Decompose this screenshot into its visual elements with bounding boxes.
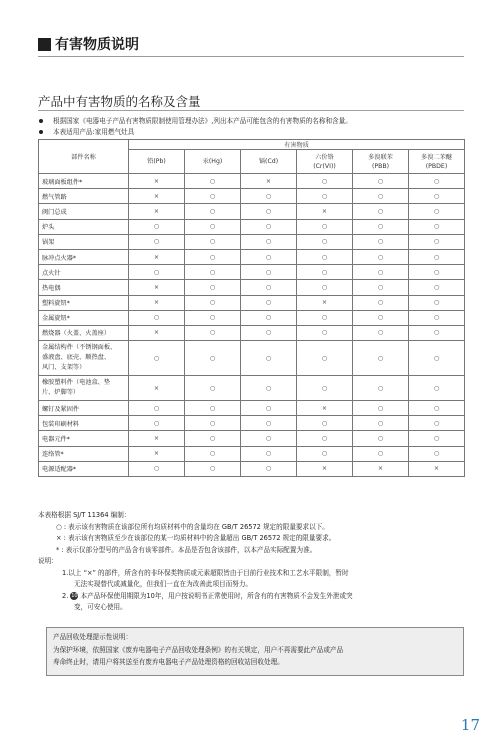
table-row bbox=[39, 174, 465, 189]
substance-value-cell: ○ bbox=[353, 401, 409, 416]
compiled-note: 本表格根据 SJ/T 11364 编制： bbox=[38, 511, 131, 519]
table-row bbox=[39, 446, 465, 461]
part-name-cell: 橡胶塑料件（电池盒、垫 片、炉脚等） bbox=[39, 376, 129, 401]
part-name-cell: 脉冲点火器* bbox=[39, 249, 129, 264]
table-row bbox=[39, 189, 465, 204]
substance-value-cell: ○ bbox=[409, 341, 465, 376]
substance-value-cell: ○ bbox=[297, 249, 353, 264]
substance-value-cell: ○ bbox=[185, 401, 241, 416]
substance-value-cell: ○ bbox=[129, 401, 185, 416]
part-name-cell: 玻璃面板组件* bbox=[39, 174, 129, 189]
substance-value-cell: × bbox=[297, 401, 353, 416]
substance-value-cell: ○ bbox=[409, 325, 465, 340]
substance-value-cell: ○ bbox=[129, 219, 185, 234]
substance-value-cell: ○ bbox=[185, 189, 241, 204]
substance-value-cell: ○ bbox=[409, 265, 465, 280]
substance-value-cell: ○ bbox=[185, 280, 241, 295]
substance-value-cell: ○ bbox=[297, 174, 353, 189]
explain-item-1-cont: 无法实现替代或减量化，但我们一直在为改善此项目而努力。 bbox=[74, 580, 253, 588]
substance-value-cell: ○ bbox=[409, 189, 465, 204]
substance-value-cell: × bbox=[297, 461, 353, 476]
substance-value-cell: ○ bbox=[297, 325, 353, 340]
substance-value-cell: ○ bbox=[409, 431, 465, 446]
section-divider bbox=[38, 110, 464, 111]
explain-item-1: 1.以上 “×” 的部件，所含有的非环保类物质或元素超限皆由于目前行业技术和工艺水平限制，暂时 bbox=[62, 568, 349, 577]
legend-star: * : 表示仅部分型号的产品含有该零部件。本品是否包含该部件，以本产品实际配置为准。 bbox=[56, 545, 317, 554]
substance-value-cell: ○ bbox=[297, 376, 353, 401]
substance-value-cell: ○ bbox=[185, 310, 241, 325]
legend-cross: × : 表示该有害物质至少在该部位的某一均质材料中的含量超出 GB/T 26572 规定的限量要求。 bbox=[56, 534, 336, 542]
explain-item-2-cont: 变，可安心使用。 bbox=[74, 603, 127, 611]
notes-block bbox=[38, 510, 468, 614]
part-name-cell: 电源适配器* bbox=[39, 461, 129, 476]
substance-value-cell: ○ bbox=[129, 341, 185, 376]
substance-value-cell: × bbox=[129, 431, 185, 446]
substance-value-cell: × bbox=[129, 249, 185, 264]
substance-value-cell: × bbox=[241, 174, 297, 189]
part-name-cell: 阀门总成 bbox=[39, 204, 129, 219]
substance-value-cell: ○ bbox=[297, 431, 353, 446]
substance-value-cell: ○ bbox=[129, 416, 185, 431]
part-name-cell: 热电偶 bbox=[39, 280, 129, 295]
table-row bbox=[39, 265, 465, 280]
substance-column-header: 铅(Pb) bbox=[129, 150, 185, 174]
table-row bbox=[39, 280, 465, 295]
substance-value-cell: ○ bbox=[241, 189, 297, 204]
substance-value-cell: ○ bbox=[353, 310, 409, 325]
substance-column-header: 镉(Cd) bbox=[241, 150, 297, 174]
substance-value-cell: ○ bbox=[297, 189, 353, 204]
table-row bbox=[39, 219, 465, 234]
substance-value-cell: ○ bbox=[297, 280, 353, 295]
substance-value-cell: ○ bbox=[409, 280, 465, 295]
substance-value-cell: ○ bbox=[409, 249, 465, 264]
substance-value-cell: ○ bbox=[241, 234, 297, 249]
table-row bbox=[39, 310, 465, 325]
intro-bullets bbox=[38, 116, 352, 137]
substance-value-cell: ○ bbox=[129, 310, 185, 325]
substance-column-header: 六价铬 (Cr(VI)) bbox=[297, 150, 353, 174]
substance-column-header: 汞(Hg) bbox=[185, 150, 241, 174]
substance-value-cell: ○ bbox=[297, 265, 353, 280]
table-row bbox=[39, 401, 465, 416]
substance-value-cell: ○ bbox=[353, 174, 409, 189]
table-row bbox=[39, 431, 465, 446]
substance-value-cell: ○ bbox=[353, 204, 409, 219]
substance-value-cell: ○ bbox=[129, 234, 185, 249]
substance-value-cell: ○ bbox=[409, 416, 465, 431]
substance-value-cell: ○ bbox=[185, 431, 241, 446]
substance-value-cell: ○ bbox=[353, 446, 409, 461]
substance-value-cell: ○ bbox=[185, 341, 241, 376]
substance-value-cell: ○ bbox=[297, 416, 353, 431]
substance-value-cell: ○ bbox=[241, 431, 297, 446]
substance-value-cell: ○ bbox=[353, 376, 409, 401]
substance-value-cell: ○ bbox=[241, 265, 297, 280]
substance-value-cell: ○ bbox=[241, 204, 297, 219]
substance-value-cell: ○ bbox=[297, 234, 353, 249]
substance-value-cell: ○ bbox=[185, 461, 241, 476]
table-row bbox=[39, 234, 465, 249]
part-name-cell: 点火针 bbox=[39, 265, 129, 280]
page-number: 17 bbox=[460, 716, 480, 734]
header-square-icon bbox=[38, 38, 51, 51]
part-name-cell: 金属旋钮* bbox=[39, 310, 129, 325]
substance-value-cell: ○ bbox=[241, 295, 297, 310]
substance-value-cell: ○ bbox=[241, 376, 297, 401]
part-name-cell: 燃气管路 bbox=[39, 189, 129, 204]
substance-value-cell: × bbox=[129, 325, 185, 340]
substance-value-cell: ○ bbox=[241, 280, 297, 295]
substance-value-cell: ○ bbox=[353, 265, 409, 280]
substance-value-cell: ○ bbox=[409, 376, 465, 401]
substance-value-cell: × bbox=[129, 295, 185, 310]
table-row bbox=[39, 341, 465, 376]
substance-value-cell: × bbox=[353, 461, 409, 476]
substance-value-cell: ○ bbox=[409, 310, 465, 325]
explain-item-2 bbox=[38, 591, 468, 603]
substance-value-cell: × bbox=[129, 376, 185, 401]
substance-value-cell: ○ bbox=[353, 416, 409, 431]
table-row bbox=[39, 325, 465, 340]
bullet-dot-icon bbox=[39, 130, 43, 134]
explain-item-2-text: 本产品环保使用期限为10年，用户按说明书正常使用时，所含有的有害物质不会发生外泄或突 bbox=[80, 591, 353, 600]
substance-value-cell: ○ bbox=[185, 446, 241, 461]
substance-value-cell: ○ bbox=[185, 234, 241, 249]
part-name-header: 部件名称 bbox=[39, 140, 129, 174]
recycle-text-line: 寿命终止时，请用户将其送至有废弃电器电子产品处理资格的回收站回收处理。 bbox=[53, 658, 284, 666]
bullet-text: 本表适用产品:家用燃气灶具 bbox=[53, 127, 135, 136]
substance-value-cell: × bbox=[129, 174, 185, 189]
substance-value-cell: ○ bbox=[241, 461, 297, 476]
substance-value-cell: × bbox=[129, 189, 185, 204]
table-row bbox=[39, 416, 465, 431]
substance-value-cell: ○ bbox=[409, 174, 465, 189]
substance-value-cell: ○ bbox=[185, 265, 241, 280]
substance-value-cell: × bbox=[409, 461, 465, 476]
substance-value-cell: ○ bbox=[185, 295, 241, 310]
substance-value-cell: ○ bbox=[185, 219, 241, 234]
substance-column-header: 多溴联苯 (PBB) bbox=[353, 150, 409, 174]
section-title: 产品中有害物质的名称及含量 bbox=[38, 94, 201, 109]
substance-value-cell: ○ bbox=[409, 204, 465, 219]
eco-period-badge-icon: 10 bbox=[71, 592, 78, 599]
part-name-cell: 塑料旋钮* bbox=[39, 295, 129, 310]
table-row bbox=[39, 249, 465, 264]
substance-value-cell: ○ bbox=[409, 446, 465, 461]
substance-value-cell: ○ bbox=[185, 376, 241, 401]
substance-value-cell: ○ bbox=[185, 174, 241, 189]
part-name-cell: 燃烧器（火盖、火盖座） bbox=[39, 325, 129, 340]
substance-value-cell: ○ bbox=[241, 416, 297, 431]
substance-value-cell: ○ bbox=[353, 249, 409, 264]
substance-value-cell: ○ bbox=[241, 325, 297, 340]
substance-value-cell: ○ bbox=[353, 431, 409, 446]
substance-value-cell: ○ bbox=[241, 341, 297, 376]
part-name-cell: 包装印刷材料 bbox=[39, 416, 129, 431]
substance-value-cell: ○ bbox=[353, 234, 409, 249]
part-name-cell: 金属结构件（不锈钢面板、 盛液盘、底壳、顺热盘、 风门、支架等） bbox=[39, 341, 129, 376]
substance-column-header: 多溴二苯醚 (PBDE) bbox=[409, 150, 465, 174]
explain-label: 说明： bbox=[38, 557, 58, 565]
substance-value-cell: ○ bbox=[353, 280, 409, 295]
page-header bbox=[38, 34, 139, 54]
legend-circle: ○ : 表示该有害物质在该部位所有均质材料中的含量均在 GB/T 26572 规定的限量要求以下。 bbox=[56, 522, 329, 531]
substance-group-header: 有害物质 bbox=[129, 140, 465, 150]
substance-value-cell: ○ bbox=[241, 446, 297, 461]
substance-value-cell: × bbox=[129, 204, 185, 219]
part-name-cell: 锅架 bbox=[39, 234, 129, 249]
header-divider bbox=[38, 56, 464, 57]
substance-value-cell: ○ bbox=[297, 219, 353, 234]
table-row bbox=[39, 204, 465, 219]
substance-value-cell: ○ bbox=[241, 219, 297, 234]
recycle-text-line: 为保护环境，依照国家《废弃电器电子产品回收处理条例》的有关规定，用户不再需要此产品或产品 bbox=[53, 645, 344, 654]
substance-value-cell: ○ bbox=[241, 310, 297, 325]
substance-value-cell: ○ bbox=[409, 401, 465, 416]
substance-value-cell: ○ bbox=[353, 189, 409, 204]
hazardous-substance-table bbox=[38, 139, 465, 477]
substance-value-cell: ○ bbox=[409, 234, 465, 249]
substance-value-cell: ○ bbox=[185, 249, 241, 264]
substance-value-cell: × bbox=[129, 446, 185, 461]
explain-item-2-number: 2. bbox=[62, 591, 69, 600]
table-row bbox=[39, 461, 465, 476]
bullet-item bbox=[38, 127, 352, 138]
substance-value-cell: ○ bbox=[185, 416, 241, 431]
part-name-cell: 连络管* bbox=[39, 446, 129, 461]
substance-value-cell: ○ bbox=[353, 219, 409, 234]
bullet-text: 根据国家《电器电子产品有害物质限制使用管理办法》,列出本产品可能包含的有害物质的名称和含量。 bbox=[53, 117, 352, 125]
part-name-cell: 螺钉及紧固件 bbox=[39, 401, 129, 416]
substance-value-cell: ○ bbox=[129, 461, 185, 476]
substance-value-cell: ○ bbox=[353, 295, 409, 310]
substance-value-cell: ○ bbox=[185, 204, 241, 219]
bullet-item bbox=[38, 116, 352, 127]
part-name-cell: 炉头 bbox=[39, 219, 129, 234]
substance-value-cell: ○ bbox=[297, 310, 353, 325]
part-name-cell: 电器元件* bbox=[39, 431, 129, 446]
substance-value-cell: ○ bbox=[241, 401, 297, 416]
substance-value-cell: ○ bbox=[129, 265, 185, 280]
substance-value-cell: ○ bbox=[241, 249, 297, 264]
substance-value-cell: ○ bbox=[185, 325, 241, 340]
substance-value-cell: ○ bbox=[353, 325, 409, 340]
table-row bbox=[39, 295, 465, 310]
table-row bbox=[39, 376, 465, 401]
substance-value-cell: ○ bbox=[353, 341, 409, 376]
page-title: 有害物质说明 bbox=[55, 37, 139, 53]
recycle-notice-box bbox=[46, 627, 464, 676]
recycle-title: 产品回收处理提示性说明： bbox=[53, 633, 133, 641]
substance-value-cell: × bbox=[297, 204, 353, 219]
substance-value-cell: ○ bbox=[297, 341, 353, 376]
substance-value-cell: ○ bbox=[297, 446, 353, 461]
substance-value-cell: × bbox=[129, 280, 185, 295]
substance-value-cell: ○ bbox=[409, 219, 465, 234]
substance-value-cell: × bbox=[297, 295, 353, 310]
substance-value-cell: ○ bbox=[409, 295, 465, 310]
bullet-dot-icon bbox=[39, 119, 43, 123]
